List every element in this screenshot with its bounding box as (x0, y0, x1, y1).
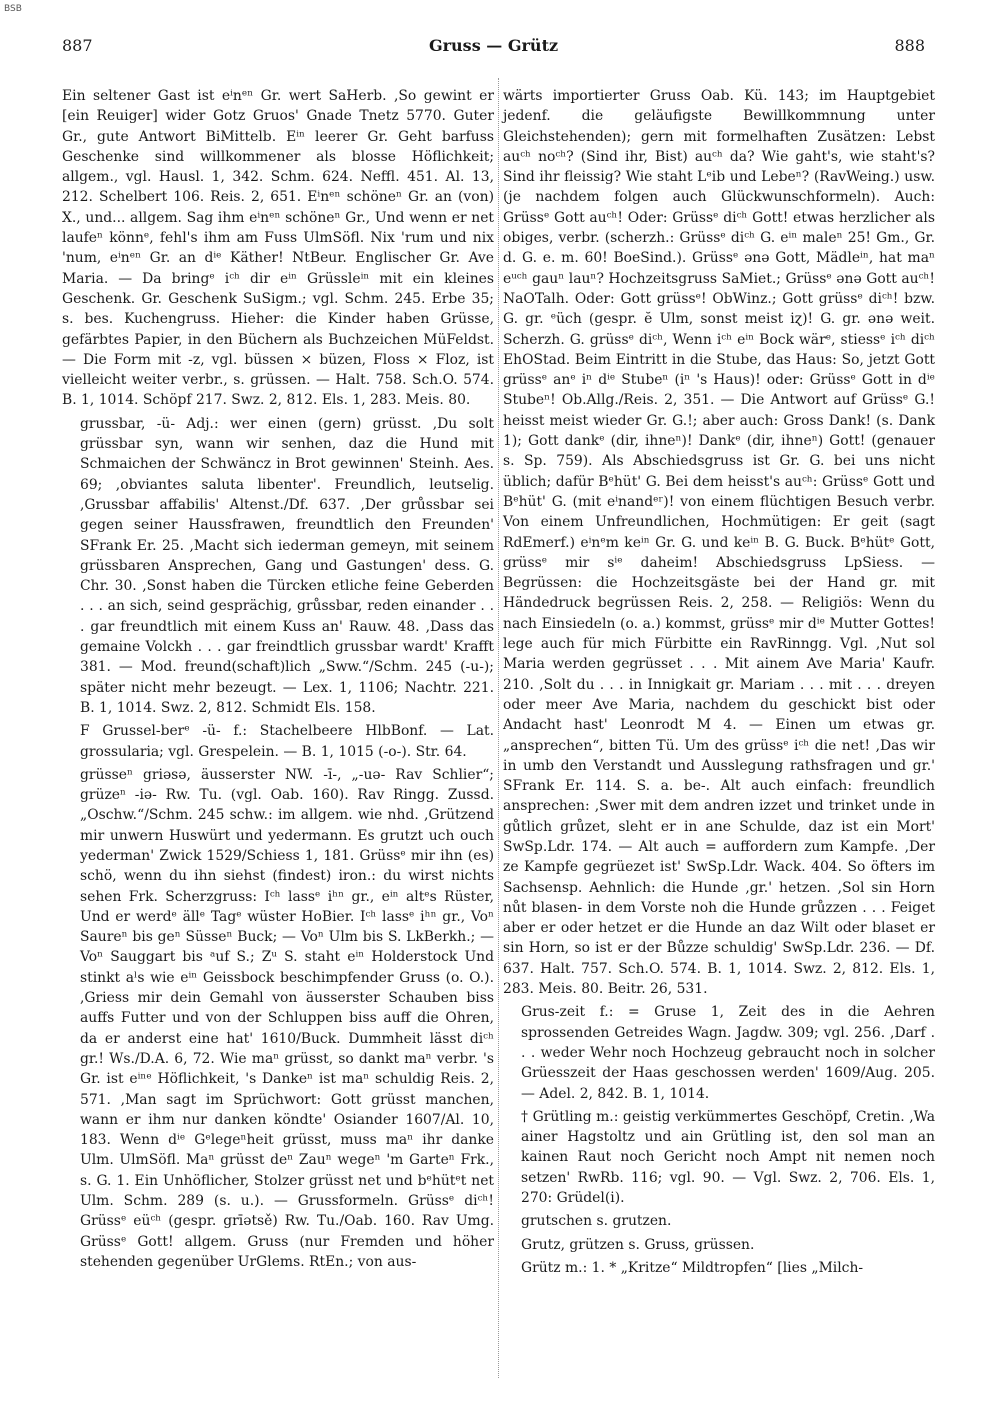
running-header (62, 36, 925, 62)
entry-gruss-continued: Ein seltener Gast ist eⁱnᵉⁿ Gr. wert SaHerb. ,So gewint er [ein Reuiger] wider Gotz Gruos' Gnade Tnetz 5770. Guter Gr., gute Antwort BiMittelb. Eⁱⁿ leerer Gr. Geht barfuss Geschenke sind willkommener als blosse Höflichkeit; allgem., vgl. Hausl. 1, 342. Schm. 624. Neffl. 451. Al. 13, 212. Schelbert 106. Reis. 2, 651. Eⁱnᵉⁿ schöneⁿ Gr. an (von) X., und... allgem. Sag ihm eⁱnᵉⁿ schöneⁿ Gr., Und wenn er net laufeⁿ könnᵉ, fehl's ihm am Fuss UlmSöfl. Nix 'rum und nix 'num, eⁱnᵉⁿ Gr. an dⁱᵉ Käther! NtBeur. Englischer Gr. Ave Maria. — Da bringᵉ iᶜʰ dir eⁱⁿ Grüssleⁱⁿ mit ein kleines Geschenk. Gr. Geschenk SuSigm.; vgl. Schm. 245. Erbe 35; s. bes. Kuchengruss. Hieher: die Kinder haben Grüsse, gefärbtes Papier, in den Büchern als Buchzeichen MüFeldst. — Die Form mit -z, vgl. büssen × büzen, Floss × Floz, ist vielleicht weiter verbr., s. grüssen. — Halt. 758. Sch.O. 574. B. 1, 1014. Schöpf 217. Swz. 2, 812. Els. 1, 283. Meis. 80. (62, 88, 494, 409)
page-number-right: 888 (894, 36, 925, 55)
entry-grussbar: grussbar, -ü- Adj.: wer einen (gern) grüsst. ,Du solt grüssbar syn, wann wir senhen, daz die Hund mit Schmaichen der Schwäncz in Brot gewinnen' Steinh. Aes. 69; ,obviantes saluta libenter'. Freundlich, leutselig. ,Grussbar affabilis' Altenst./Df. 637. ,Der grůssbar sei gegen seiner Haussfrawen, freundtlich den Freunden' SFrank Er. 25. ,Macht sich iederman gemeyn, mit seinem grüssbaren Ansprechen, Gang und Gastungen' dess. G. Chr. 30. ,Sonst haben die Türcken etliche feine Geberden . . . an sich, seind gesprächig, grůssbar, reden einander . . . gar freundtlich mit einem Kuss an' Rauw. 48. ,Dass das gemaine Volckh . . . gar freindtlich grussbar wardt' Krafft 381. — Mod. freund(schaft)lich „Sww.“/Schm. 245 (-u-); später nicht mehr bezeugt. — Lex. 1, 1106; Nachtr. 221. B. 1, 1014. Swz. 2, 812. Schmidt Els. 158. (80, 415, 494, 716)
entry-gruetz: Grütz m.: 1. * „Kritze“ Mildtropfen“ [lies „Milch- (521, 1259, 864, 1276)
header-title: Gruss — Grütz (428, 36, 559, 55)
page-number-left: 887 (62, 36, 93, 55)
right-column (503, 86, 935, 1278)
library-stamp: BSB (4, 4, 22, 14)
column-divider (498, 78, 499, 1378)
entry-gruessen-continued: wärts importierter Gruss Oab. Kü. 143; im Hauptgebiet jedenf. die geläufigste Bewillkommnung unter Gleichstehenden); gern mit formelhaften Zusätzen: Lebst auᶜʰ noᶜʰ? (Sind ihr, Bist) auᶜʰ da? Wie gaht's, wie staht's? Sind ihr fleissig? Wie staht Lᵉib und Lebeⁿ? (RavWeing.) usw. (je nachdem folgen auch Glückwunschformeln). Auch: Grüssᵉ Gott auᶜʰ! Oder: Grüssᵉ diᶜʰ Gott! etwas herzlicher als obiges, verbr. (scherzh.: Grüssᵉ diᶜʰ G. eⁱⁿ maleⁿ 25! Gm., Gr. d. G. e. m. 60! BoeSind.). Grüssᵉ ənə Gott, Mädleⁱⁿ, hat maⁿ eᵘᶜʰ gauⁿ lauⁿ? Hochzeitsgruss SaMiet.; Grüssᵉ ənə Gott auᶜʰ! NaOTalh. Oder: Gott grüssᵉ! ObWinz.; Gott grüssᵉ diᶜʰ! bzw. G. gr. ᵉüch (gespr. ĕ Ulm, sonst meist iɀ)! G. gr. ənə weit. Scherzh. G. grüssᵉ diᶜʰ, Wenn iᶜʰ eⁱⁿ Bock wärᵉ, stiessᵉ iᶜʰ diᶜʰ EhOStad. Beim Eintritt in die Stube, das Haus: So, jetzt Gott grüssᵉ anᵉ iⁿ dⁱᵉ Stubeⁿ (iⁿ 's Haus)! oder: Grüssᵉ Gott in dⁱᵉ Stubeⁿ! Ob.Allg./Reis. 2, 351. — Die Antwort auf Grüssᵉ G.! heisst meist wieder Gr. G.!; aber auch: Gross Dank! (s. Dank 1); Gott dankᵉ (dir, ihneⁿ)! Dankᵉ (dir, ihneⁿ) Gott! (genauer s. Sp. 759). Als Abschiedsgruss ist Gr. G. bei uns nicht üblich; dafür Bᵉhüt' G. Bei dem heisst's auᶜʰ: Grüssᵉ Gott und Bᵉhüt' G. (mit eⁱnandᵉʳ)! von einem flüchtigen Besuch verbr. Von einem Unfreundlichen, Hochmütigen: Er geit (sagt RdEmerf.) eⁱnᵉm keⁱⁿ Gr. G. und keⁱⁿ B. G. Buck. Bᵉhütᵉ Gott, grüssᵉ mir sⁱᵉ daheim! Abschiedsgruss LpSiess. — Begrüssen: die Hochzeitsgäste bei der Hand gr. mit Händedruck begrüssen Reis. 2, 258. — Religiös: Wenn du nach Einsiedeln (o. a.) kommst, grüssᵉ mir dⁱᵉ Mutter Gottes! lege auch für mich Fürbitte ein RavRinngg. Vgl. ,Nut sol Maria werden gegrüsset . . . Mit ainem Ave Maria' Kaufr. 210. ,Solt du . . . in Innigkait gr. Mariam . . . mit . . . dreyen oder meer Ave Maria, nachdem du geschickt bist oder Andacht hast' Leonrodt M 4. — Einen um etwas gr. „ansprechen“, bitten Tü. Um des grüssᵉ iᶜʰ die net! ,Das wir in umb den Verstandt und Ausslegung rathsfragen und gr.' SFrank Er. 114. S. a. be-. Alt auch einfach: freundlich ansprechen: ,Swer mit dem andren izzet und trinket unde in gůtlich grůzet, sleht er in ane Schulde, daz ist ein Mort' SwSp.Ldr. 174. — Alt auch = auffordern zum Kampfe. ,Der ze Kampfe gegrüezet ist' SwSp.Ldr. Wack. 404. So öfters im Sachsensp. Aehnlich: die Hunde ,gr.' hetzen. ,Sol sin Horn nůt blasen- in dem Vorste noh die Hunde grůzzen . . . Feiget aber er oder hetzet er die Hunde an daz Wilt oder blaset er sin Horn, so ist er der Bůzze schuldig' SwSp.Ldr. 236. — Df. 637. Halt. 757. Sch.O. 574. B. 1, 1014. Swz. 2, 812. Els. 1, 283. Meis. 80. Beitr. 26, 531. (503, 88, 935, 998)
entry-grutz: Grutz, grützen s. Gruss, grüssen. (521, 1236, 755, 1253)
entry-gruessen: grüsseⁿ griəsə, äusserster NW. -ī-, „-uə- Rav Schlier“; grüzeⁿ -iə- Rw. Tu. (vgl. Oab. 160). Rav Ringg. Zussd. „Oschw.“/Schm. 245 schw.: im allgem. wie nhd. ,Grützend mir unwern Huswürt und yedermann. Es grutzt uch ouch yederman' Zwick 1529/Schiess 1, 181. Grüssᵉ mir ihn (es) schö, wenn du ihn siehst (findest) iron.: du wirst nichts sehen Frk. Scherzgruss: Iᶜʰ lassᵉ iʰⁿ gr., eⁱⁿ altᵉs Rüster, Und er werdᵉ ällᵉ Tagᵉ wüster HoBier. Iᶜʰ lassᵉ iʰⁿ gr., Voⁿ Saureⁿ bis geⁿ Süsseⁿ Buck; — Voⁿ Ulm bis S. LkBerkh.; — Voⁿ Sauggart bis ᵃuf S.; Zᵘ S. staht eⁱⁿ Holderstock Und stinkt aˡs wie eⁱⁿ Geissbock beschimpfender Gruss (o. O.). ,Griess mir dein Gemahl von äusserster Schauben biss auffs Futter und von der Schluppen biss auff die Ohren, da er anderst eine hat' 1610/Buck. Dummheit lässt diᶜʰ gr.! Ws./D.A. 6, 72. Wie maⁿ grüsst, so dankt maⁿ verbr. 's Gr. ist eⁱⁿᵉ Höflichkeit, 's Dankeⁿ ist maⁿ schuldig Reis. 2, 571. ,Man sagt im Sprüchwort: Gott grüsst manchen, wann er ihm nur danken köndte' Osiander 1607/Al. 10, 183. Wenn dⁱᵉ Gᵉlegeⁿheit grüsst, muss maⁿ ihr danke Ulm. UlmSöfl. Maⁿ grüsst deⁿ Zauⁿ wegeⁿ 'm Garteⁿ Frk., s. G. 1. Ein Unhöflicher, Stolzer grüsst net und bᵉhütᵉt net Ulm. Schm. 289 (s. u.). — Grussformeln. Grüssᵉ diᶜʰ! Grüssᵉ eüᶜʰ (gespr. grīətsě) Rw. Tu./Oab. 160. Rav Umg. Grüssᵉ Gott! allgem. Gruss (nur Fremden und höher stehenden gegenüber UrGlems. RtEn.; von aus- (80, 766, 494, 1270)
entry-grutschen: grutschen s. grutzen. (521, 1213, 672, 1230)
entry-grussel-bere: F Grussel-berᵉ -ü- f.: Stachelbeere HlbBonf. — Lat. grossularia; vgl. Grespelein. — B. 1, 1015 (-o-). Str. 64. (80, 723, 494, 760)
entry-gruetling: † Grütling m.: geistig verkümmertes Geschöpf, Cretin. ,Wa ainer Hagstoltz und ain Grütling ist, den sol man an kainen Raut noch Gericht noch Ampt nit nemen noch setzen' RwRb. 116; vgl. 90. — Vgl. Swz. 2, 706. Els. 1, 270: Grüdel(i). (521, 1108, 935, 1207)
entry-grus-zeit: Grus-zeit f.: = Gruse 1, Zeit des in die Aehren sprossenden Getreides Wagn. Jagdw. 309; vgl. 256. ,Darf . . . weder Wehr noch Hochzeug gebraucht noch in solcher Grüesszeit der Haas geschossen werden' 1609/Aug. 205. — Adel. 2, 842. B. 1, 1014. (521, 1004, 935, 1102)
left-column (62, 86, 494, 1272)
